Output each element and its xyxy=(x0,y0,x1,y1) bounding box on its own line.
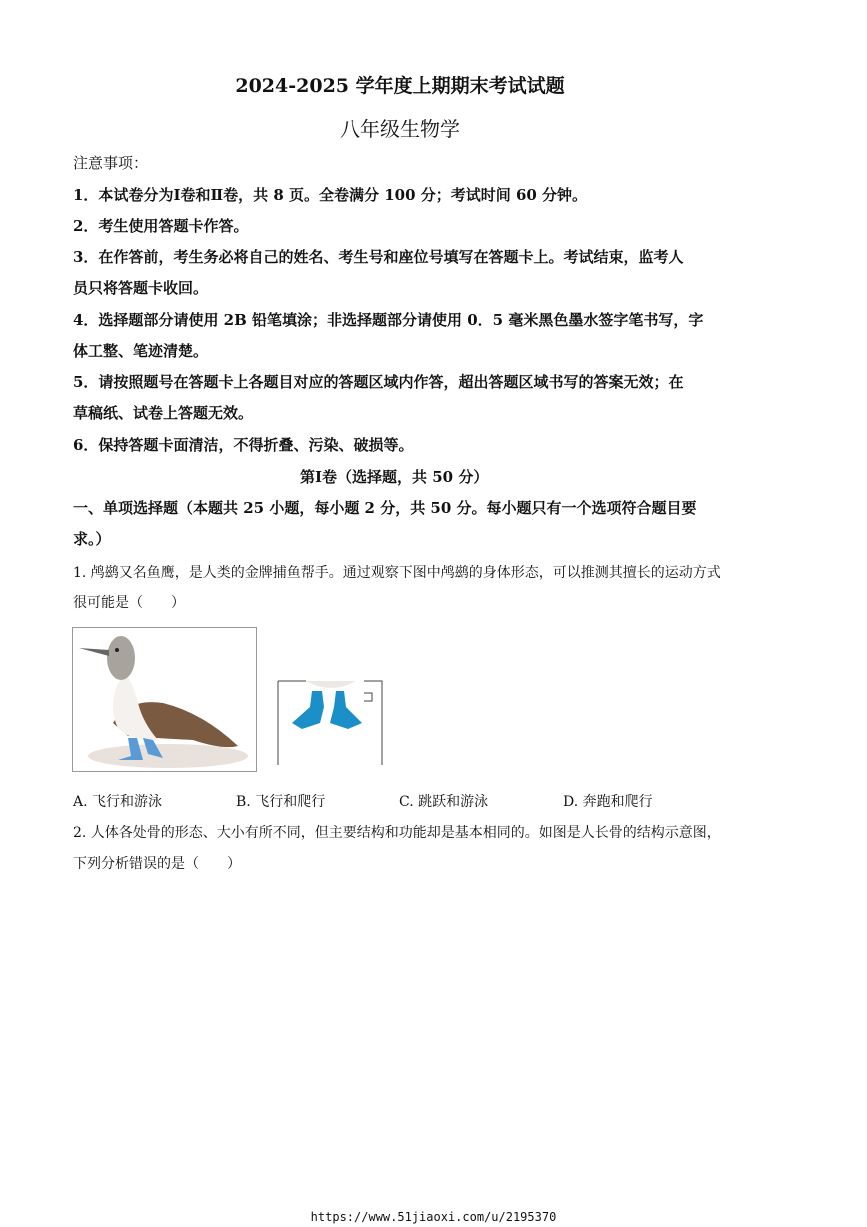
question-1-option-a: A. 飞行和游泳 xyxy=(73,794,163,810)
subject-title: 八年级生物学 xyxy=(340,117,460,141)
notice-item: 体工整、笔迹清楚。 xyxy=(73,342,209,360)
booby-feet-image xyxy=(276,679,384,767)
notice-item: 2．考生使用答题卡作答。 xyxy=(73,217,249,235)
question-2-stem: 下列分析错误的是（ ） xyxy=(73,856,241,872)
exam-title: 2024-2025 学年度上期期末考试试题 xyxy=(235,75,565,97)
part-heading: 一、单项选择题（本题共 25 小题，每小题 2 分，共 50 分。每小题只有一个选项符合题目要 xyxy=(73,499,697,517)
question-1-option-b: B. 飞行和爬行 xyxy=(236,794,326,810)
question-1-option-c: C. 跳跃和游泳 xyxy=(399,794,489,810)
booby-bird-image xyxy=(72,627,257,772)
footer-url: https://www.51jiaoxi.com/u/2195370 xyxy=(310,1210,557,1224)
notice-item: 5．请按照题号在答题卡上各题目对应的答题区域内作答，超出答题区域书写的答案无效；在 xyxy=(73,373,684,391)
question-1-stem: 1. 鸬鹚又名鱼鹰，是人类的金牌捕鱼帮手。通过观察下图中鸬鹚的身体形态，可以推测其擅长的运动方式 xyxy=(73,565,721,581)
notice-item: 4．选择题部分请使用 2B 铅笔填涂；非选择题部分请使用 0．5 毫米黑色墨水签字笔书写，字 xyxy=(73,311,704,329)
notice-item: 3．在作答前，考生务必将自己的姓名、考生号和座位号填写在答题卡上。考试结束，监考人 xyxy=(73,248,684,266)
question-1-option-d: D. 奔跑和爬行 xyxy=(563,794,653,810)
notice-item: 草稿纸、试卷上答题无效。 xyxy=(73,404,254,422)
question-1-stem: 很可能是（ ） xyxy=(73,595,185,611)
question-2-stem: 2. 人体各处骨的形态、大小有所不同，但主要结构和功能却是基本相同的。如图是人长骨的结构示意图， xyxy=(73,825,721,841)
part-heading: 求。） xyxy=(73,530,111,548)
section-title: 第Ⅰ卷（选择题，共 50 分） xyxy=(300,468,489,486)
notice-item: 1．本试卷分为Ⅰ卷和Ⅱ卷，共 8 页。全卷满分 100 分；考试时间 60 分钟。 xyxy=(73,186,588,204)
notice-heading: 注意事项： xyxy=(73,154,149,172)
notice-item: 6．保持答题卡面清洁，不得折叠、污染、破损等。 xyxy=(73,436,414,454)
notice-item: 员只将答题卡收回。 xyxy=(73,279,209,297)
